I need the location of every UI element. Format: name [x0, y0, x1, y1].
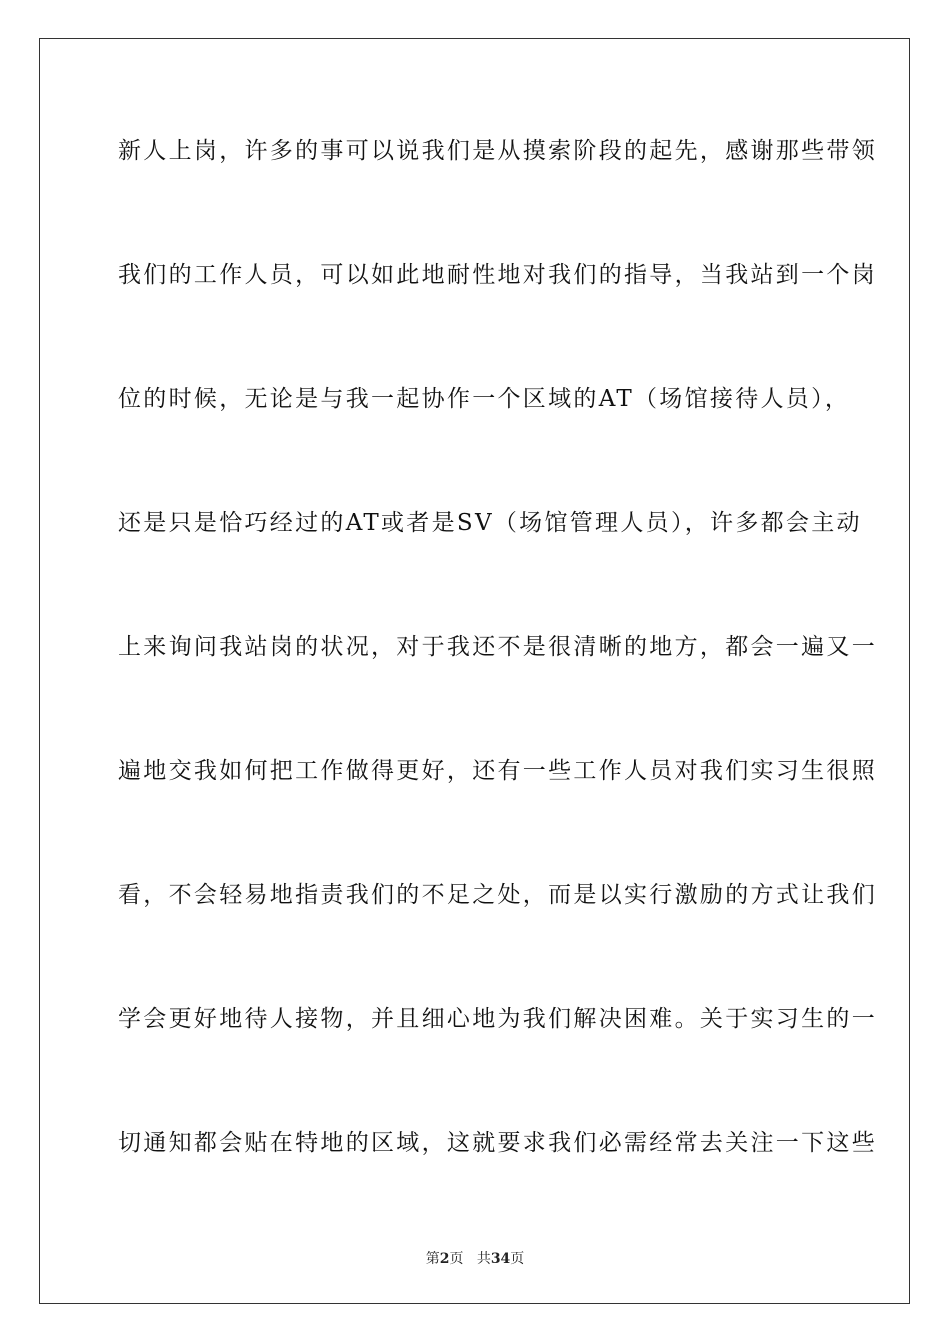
text-line-4: 还是只是恰巧经过的AT或者是SV（场馆管理人员），许多都会主动 — [118, 510, 862, 536]
total-pages: 34 — [490, 1251, 511, 1267]
text-line-1: 新人上岗，许多的事可以说我们是从摸索阶段的起先，感谢那些带领 — [118, 138, 877, 164]
page-suffix: 页 — [449, 1251, 464, 1267]
text-line-9: 切通知都会贴在特地的区域，这就要求我们必需经常去关注一下这些 — [118, 1130, 877, 1156]
text-line-5: 上来询问我站岗的状况，对于我还不是很清晰的地方，都会一遍又一 — [118, 634, 877, 660]
text-line-8: 学会更好地待人接物，并且细心地为我们解决困难。关于实习生的一 — [118, 1006, 877, 1032]
text-line-3: 位的时候，无论是与我一起协作一个区域的AT（场馆接待人员）， — [118, 386, 851, 412]
text-line-2: 我们的工作人员，可以如此地耐性地对我们的指导，当我站到一个岗 — [118, 262, 877, 288]
page-footer — [0, 1248, 950, 1268]
total-suffix: 页 — [510, 1251, 525, 1267]
text-line-7: 看，不会轻易地指责我们的不足之处，而是以实行激励的方式让我们 — [118, 882, 877, 908]
text-line-6: 遍地交我如何把工作做得更好，还有一些工作人员对我们实习生很照 — [118, 758, 877, 784]
total-prefix: 共 — [476, 1251, 491, 1267]
page-prefix: 第 — [425, 1251, 440, 1267]
body-text — [118, 125, 877, 1241]
page-number: 2 — [439, 1251, 450, 1267]
